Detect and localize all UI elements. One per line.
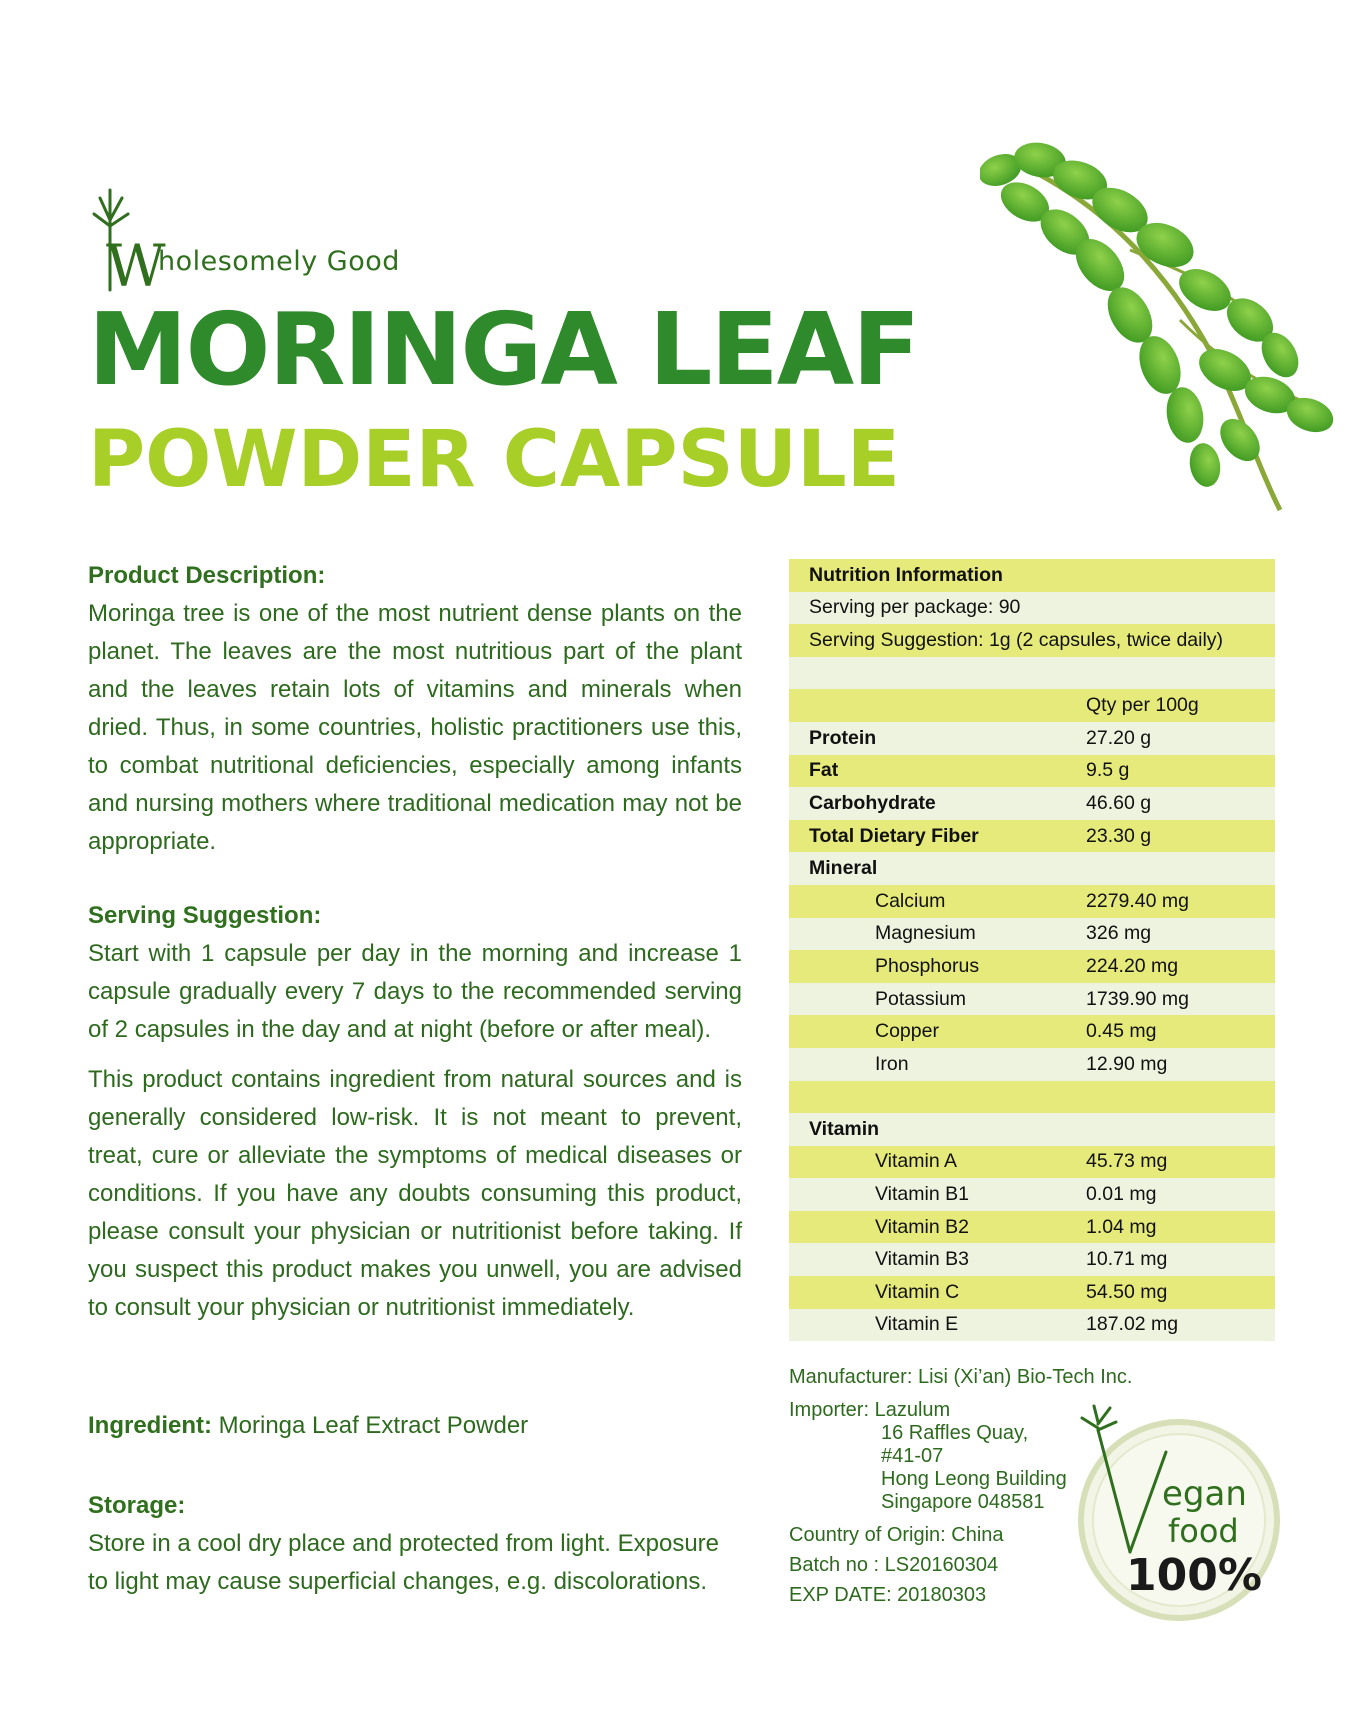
table-row	[789, 1146, 1275, 1179]
nutrient-name: Magnesium	[875, 922, 976, 945]
nutrient-value: 0.01 mg	[1086, 1183, 1157, 1206]
percent-text: 100%	[1126, 1550, 1262, 1601]
table-row-empty	[789, 657, 1275, 690]
address-line: #41-07	[881, 1445, 944, 1467]
table-row	[789, 1211, 1275, 1244]
table-row	[789, 624, 1275, 657]
nutrient-value: 2279.40 mg	[1086, 889, 1189, 912]
title-line-2: POWDER CAPSULE	[88, 415, 901, 505]
address-line: 16 Raffles Quay,	[881, 1422, 1029, 1444]
nutrition-title-row	[789, 559, 1275, 592]
nutrient-name: Carbohydrate	[809, 791, 936, 814]
mineral-heading: Mineral	[809, 857, 878, 880]
storage-heading: Storage:	[88, 1492, 186, 1519]
table-row	[789, 1178, 1275, 1211]
nutrient-value: 27.20 g	[1086, 726, 1152, 749]
nutrient-value: 9.5 g	[1086, 759, 1130, 782]
serving-suggestion-heading: Serving Suggestion:	[88, 902, 322, 929]
nutrient-value: 12.90 mg	[1086, 1052, 1168, 1075]
vegan-badge	[1068, 1402, 1290, 1624]
nutrient-name: Vitamin C	[875, 1280, 960, 1303]
vitamin-heading: Vitamin	[809, 1117, 880, 1140]
nutrient-name: Vitamin A	[875, 1150, 958, 1173]
nutrient-name: Protein	[809, 726, 877, 749]
table-row	[789, 1015, 1275, 1048]
table-row	[789, 950, 1275, 983]
table-row-empty	[789, 1081, 1275, 1114]
nutrient-name: Vitamin B1	[875, 1183, 969, 1206]
nutrient-name: Total Dietary Fiber	[809, 824, 979, 847]
disclaimer-body: This product contains ingredient from natural sources and is generally considered low-risk. It is not meant to prevent, treat, cure or alleviate the symptoms of medical diseases or conditions. If you have any doubts consuming this product, please consult your physician or nutritionist before taking. If you suspect this product makes you unwell, you are advised to consult your physician or nutritionist immediately.	[88, 1066, 742, 1321]
nutrient-name: Vitamin B2	[875, 1215, 969, 1238]
table-row	[789, 1276, 1275, 1309]
table-row	[789, 983, 1275, 1016]
product-description-section	[88, 557, 742, 861]
nutrient-name: Fat	[809, 759, 839, 782]
serving-per-package: Serving per package: 90	[809, 596, 1021, 619]
table-row	[789, 592, 1275, 625]
serving-suggestion-body: Start with 1 capsule per day in the morning and increase 1 capsule gradually every 7 days to the recommended serving of 2 capsules in the day and at night (before or after meal).	[88, 940, 742, 1043]
nutrient-name: Potassium	[875, 987, 967, 1010]
nutrient-value: 224.20 mg	[1086, 954, 1179, 977]
table-row	[789, 1243, 1275, 1276]
nutrient-value: 54.50 mg	[1086, 1280, 1168, 1303]
manufacturer-line: Manufacturer: Lisi (Xi’an) Bio-Tech Inc.	[789, 1366, 1133, 1388]
title-line-1: MORINGA LEAF	[88, 291, 919, 408]
origin-line: Country of Origin: China	[789, 1524, 1004, 1546]
nutrient-value: 0.45 mg	[1086, 1020, 1157, 1043]
nutrition-table	[789, 559, 1275, 1341]
product-description-heading: Product Description:	[88, 562, 326, 589]
importer-line: Importer: Lazulum	[789, 1399, 951, 1421]
nutrient-value: 23.30 g	[1086, 824, 1152, 847]
storage-body: Store in a cool dry place and protected from light. Exposure to light may cause superficial changes, e.g. discolorations.	[88, 1530, 720, 1595]
table-row	[789, 787, 1275, 820]
nutrition-title: Nutrition Information	[809, 563, 1003, 586]
exp-date-line: EXP DATE: 20180303	[789, 1584, 987, 1606]
brand-initial: W	[106, 232, 166, 300]
nutrient-value: 326 mg	[1086, 922, 1152, 945]
table-row	[789, 722, 1275, 755]
vegan-text: egan	[1162, 1474, 1247, 1514]
nutrient-value: 1739.90 mg	[1086, 987, 1189, 1010]
moringa-leaf-illustration	[980, 140, 1340, 520]
serving-suggestion-info: Serving Suggestion: 1g (2 capsules, twice daily)	[809, 628, 1224, 651]
nutrient-value: 1.04 mg	[1086, 1215, 1157, 1238]
brand-text: holesomely Good	[158, 246, 400, 277]
nutrient-value: 10.71 mg	[1086, 1248, 1168, 1271]
nutrient-value: 187.02 mg	[1086, 1313, 1179, 1336]
nutrient-name: Copper	[875, 1020, 939, 1043]
ingredient-value: Moringa Leaf Extract Powder	[218, 1412, 529, 1439]
nutrient-name: Iron	[875, 1052, 909, 1075]
nutrient-name: Vitamin E	[875, 1313, 959, 1336]
table-row	[789, 755, 1275, 788]
nutrient-value: 45.73 mg	[1086, 1150, 1168, 1173]
nutrient-name: Vitamin B3	[875, 1248, 969, 1271]
product-description-body: Moringa tree is one of the most nutrient dense plants on the planet. The leaves are the most nutritious part of the plant and the leaves retain lots of vitamins and minerals when dried. Thus, in some countries, holistic practitioners use this, to combat nutritional deficiencies, especially among infants and nursing mothers where traditional medication may not be appropriate.	[88, 600, 742, 855]
table-row	[789, 918, 1275, 951]
table-header-row	[789, 689, 1275, 722]
address-line: Hong Leong Building	[881, 1468, 1067, 1490]
storage-section	[88, 1487, 742, 1601]
serving-suggestion-section	[88, 897, 742, 1327]
address-line: Singapore 048581	[881, 1491, 1045, 1513]
table-row	[789, 820, 1275, 853]
vitamin-heading-row	[789, 1113, 1275, 1146]
ingredient-label: Ingredient:	[88, 1412, 212, 1439]
nutrient-value: 46.60 g	[1086, 791, 1152, 814]
nutrient-name: Phosphorus	[875, 954, 980, 977]
table-row	[789, 885, 1275, 918]
food-text: food	[1168, 1512, 1239, 1550]
batch-line: Batch no : LS20160304	[789, 1554, 999, 1576]
mineral-heading-row	[789, 852, 1275, 885]
brand-logo	[88, 186, 508, 300]
ingredient-line	[88, 1407, 742, 1445]
table-row	[789, 1309, 1275, 1342]
nutrient-name: Calcium	[875, 889, 946, 912]
table-row	[789, 1048, 1275, 1081]
qty-header: Qty per 100g	[1086, 694, 1199, 717]
